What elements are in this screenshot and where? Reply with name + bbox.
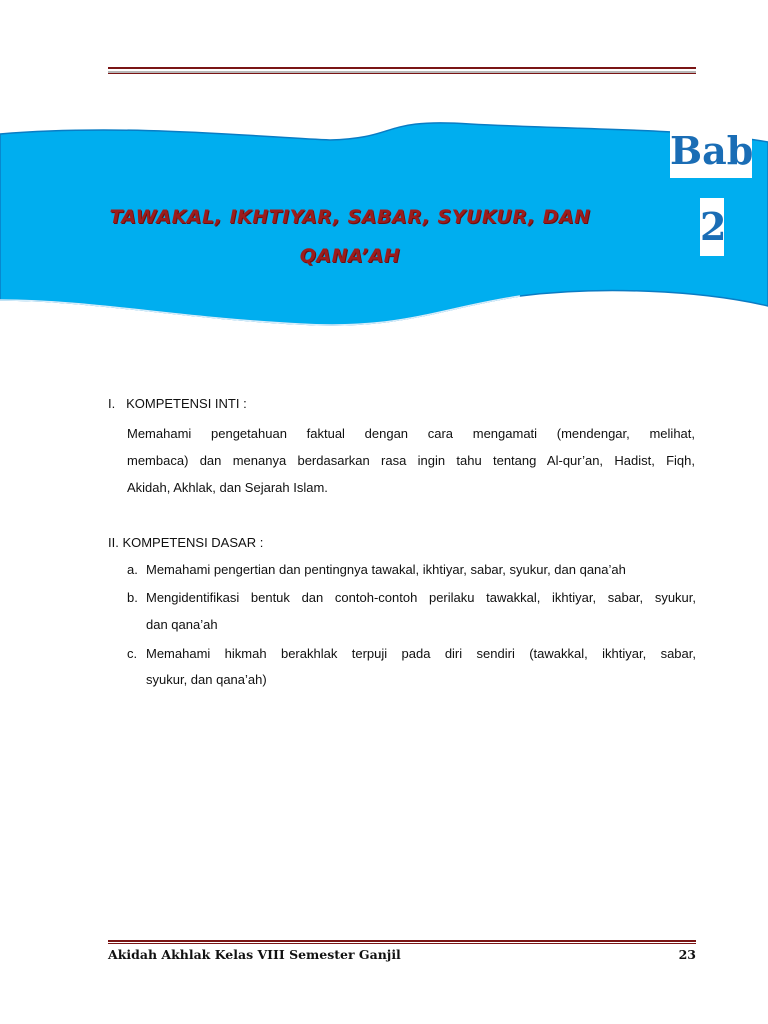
list-marker: a.: [127, 562, 138, 577]
section-heading-label: KOMPETENSI INTI :: [126, 396, 247, 411]
kompetensi-inti-line: membaca) dan menanya berdasarkan rasa ingin tahu tentang Al-qur’an, Hadist, Fiqh,: [127, 453, 695, 468]
section-marker: I.: [108, 396, 116, 411]
page-number: 23: [678, 947, 696, 962]
header-rule: [108, 67, 696, 74]
bab-number: 2: [700, 198, 724, 256]
footer-book-title: Akidah Akhlak Kelas VIII Semester Ganjil: [108, 947, 401, 962]
list-marker: b.: [127, 590, 138, 605]
chapter-title-line-2: QANA’AH: [299, 245, 401, 267]
kompetensi-inti-line: Akidah, Akhlak, dan Sejarah Islam.: [127, 480, 328, 495]
kompetensi-dasar-heading: II. KOMPETENSI DASAR :: [108, 535, 264, 550]
bab-label: Bab: [670, 124, 752, 178]
list-item-line: dan qana’ah: [146, 617, 218, 632]
chapter-title-line-1: TAWAKAL, IKHTIYAR, SABAR, SYUKUR, DAN: [109, 206, 591, 228]
footer-rule: [108, 940, 696, 944]
kompetensi-inti-line: Memahami pengetahuan faktual dengan cara mengamati (mendengar, melihat,: [127, 426, 695, 441]
kompetensi-inti-heading: [108, 390, 247, 417]
list-item-line: Memahami pengertian dan pentingnya tawakal, ikhtiyar, sabar, syukur, dan qana’ah: [146, 562, 626, 577]
list-item-line: Memahami hikmah berakhlak terpuji pada diri sendiri (tawakkal, ikhtiyar, sabar,: [146, 646, 696, 661]
list-marker: c.: [127, 646, 138, 661]
list-item-line: syukur, dan qana’ah): [146, 672, 267, 687]
list-item-line: Mengidentifikasi bentuk dan contoh-contoh perilaku tawakkal, ikhtiyar, sabar, syukur,: [146, 590, 696, 605]
